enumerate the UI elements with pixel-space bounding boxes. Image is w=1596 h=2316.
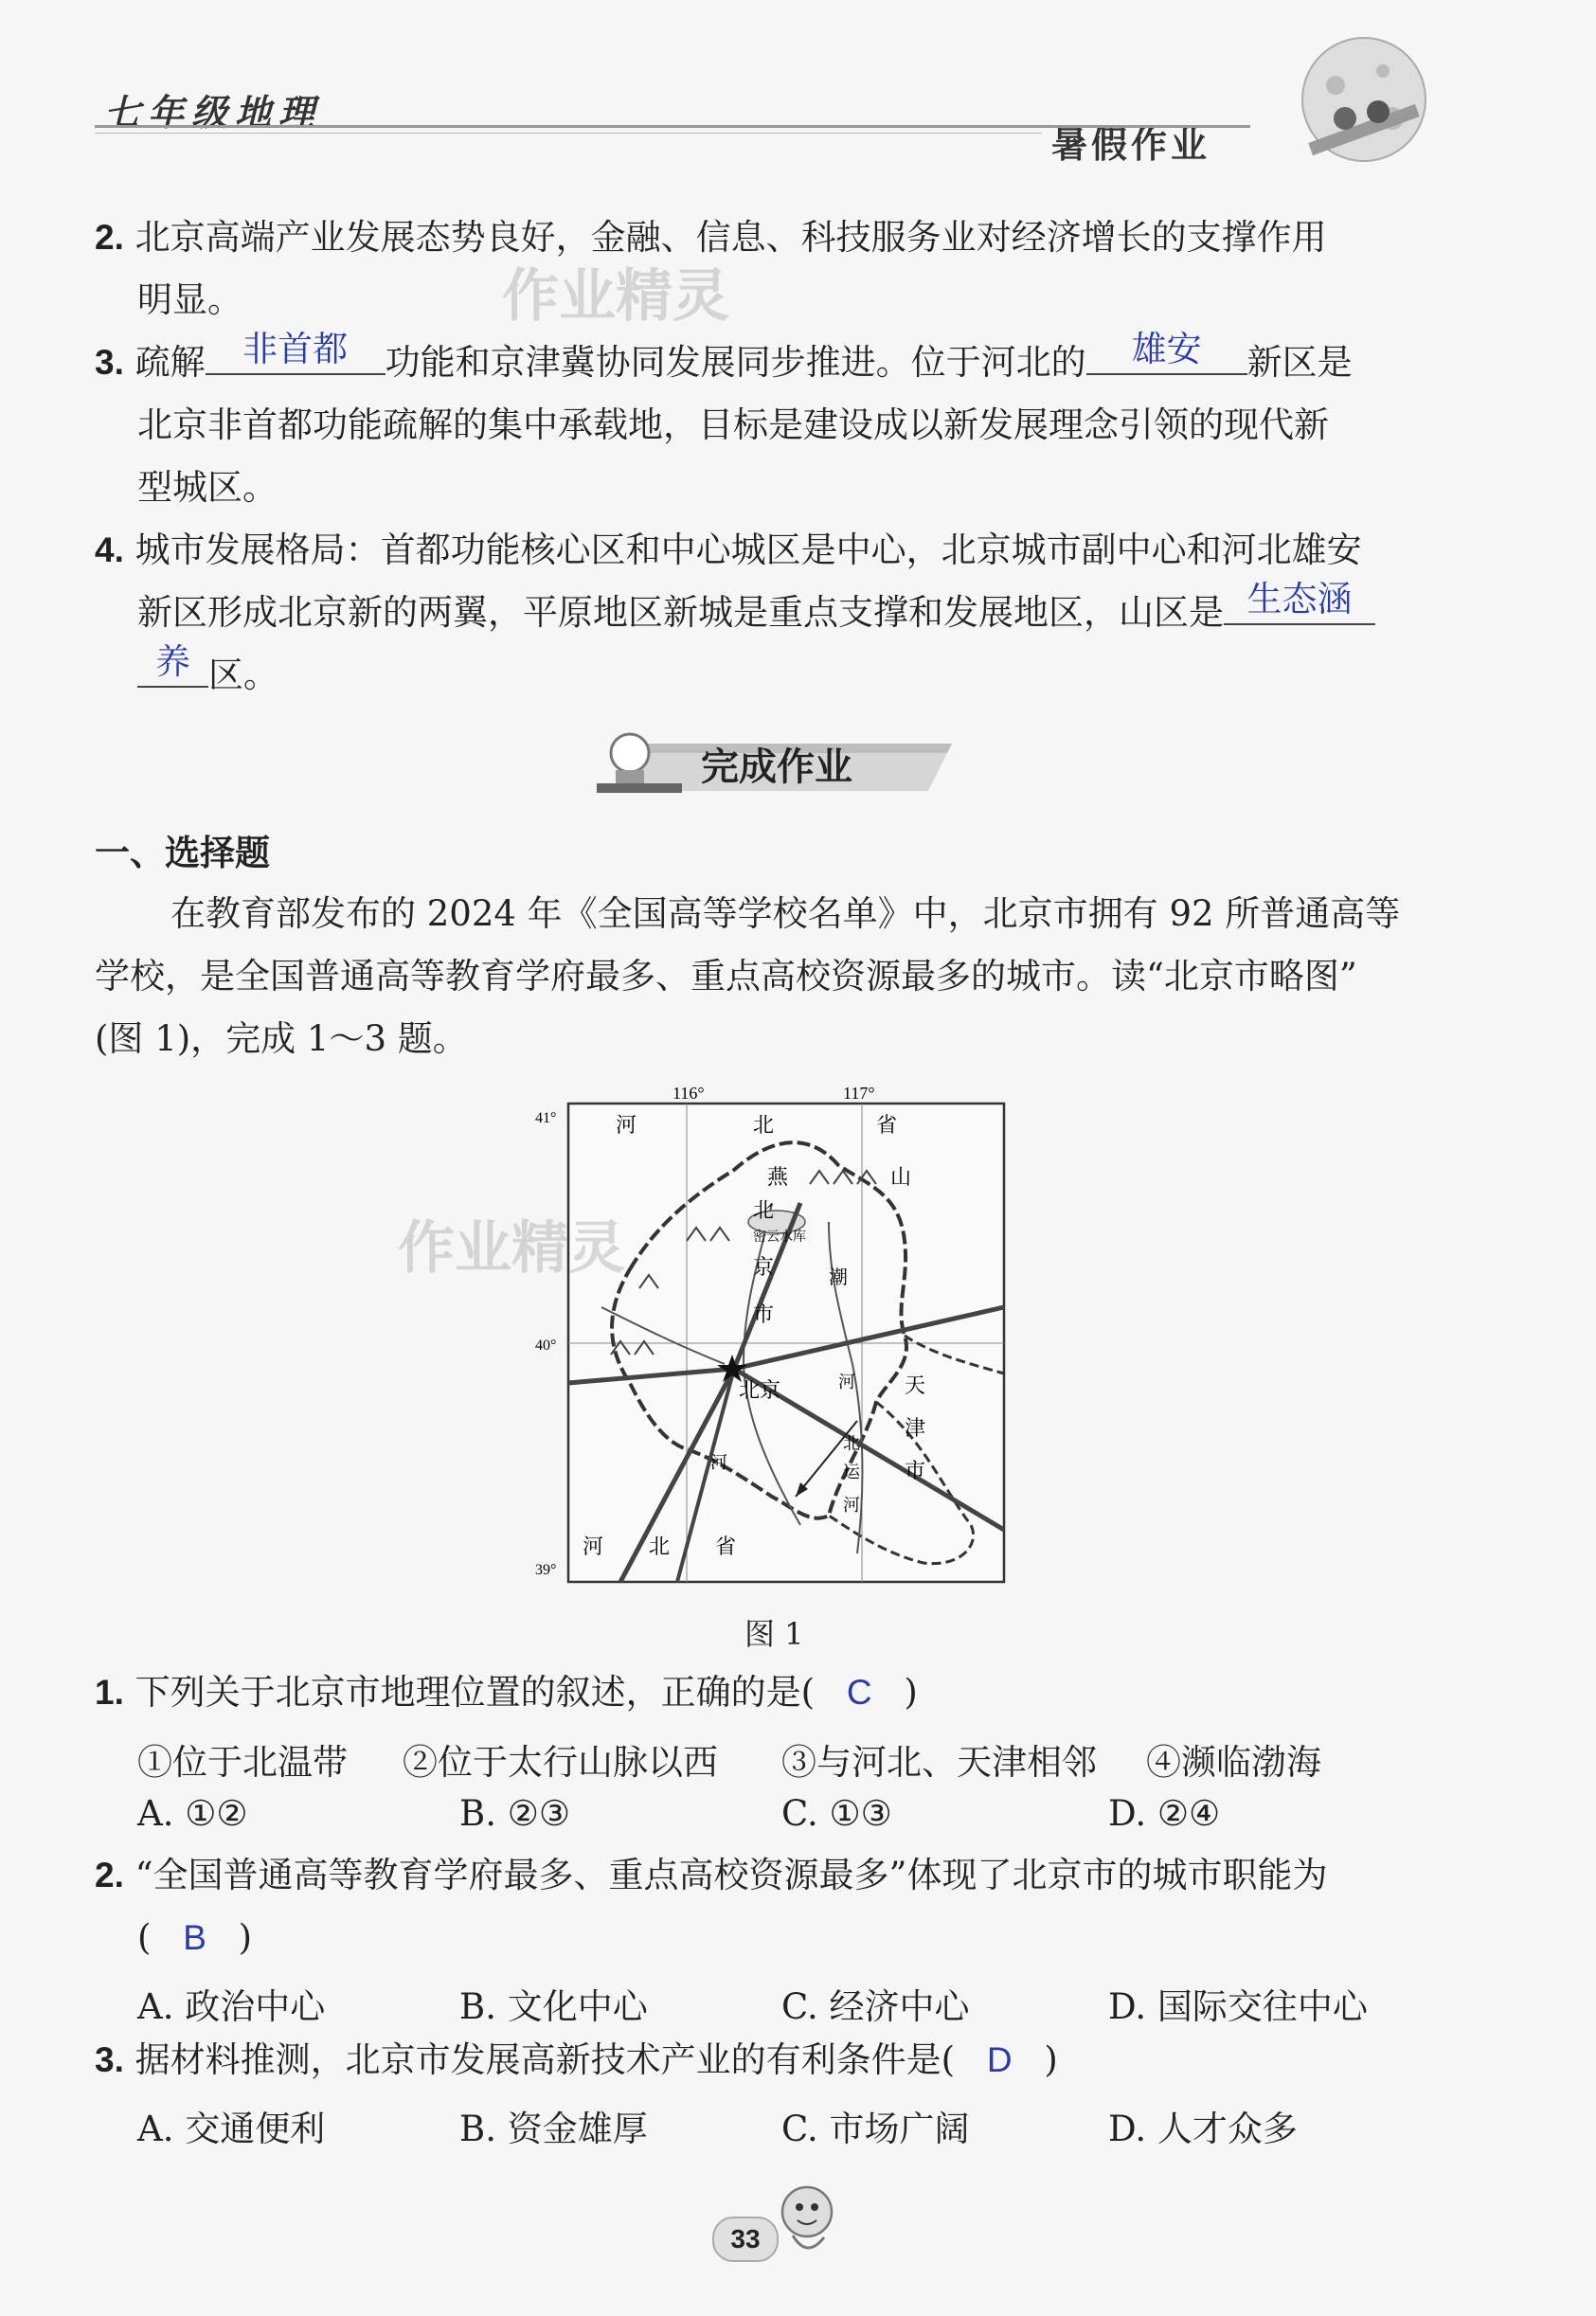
handwritten-answer: 养 bbox=[155, 642, 190, 681]
lon-label-117: 117° bbox=[843, 1084, 875, 1103]
map-label: 河 bbox=[583, 1535, 604, 1558]
question-stem: 下列关于北京市地理位置的叙述，正确的是( bbox=[134, 1672, 816, 1713]
option-c: C. ①③ bbox=[781, 1793, 892, 1834]
question-close: ) bbox=[1044, 2039, 1058, 2080]
map-caption: 图 1 bbox=[744, 1616, 804, 1652]
map-label: 省 bbox=[715, 1535, 737, 1558]
question-3 bbox=[95, 2029, 1058, 2092]
option-d: D. 人才众多 bbox=[1108, 2109, 1298, 2149]
lat-label-40: 40° bbox=[535, 1338, 557, 1354]
item-number: 2. bbox=[95, 218, 124, 257]
answer-blank bbox=[137, 644, 208, 688]
map-label: 省 bbox=[876, 1113, 898, 1137]
map-label: 燕 bbox=[767, 1165, 789, 1189]
page-number: 33 bbox=[712, 2217, 779, 2262]
statement: ③与河北、天津相邻 bbox=[781, 1742, 1097, 1783]
handwritten-answer: B bbox=[183, 1918, 206, 1957]
header-decoration-moon-icon bbox=[1269, 28, 1459, 180]
header-subject-title: 七年级地理 bbox=[104, 91, 323, 134]
item-number: 3. bbox=[95, 343, 124, 382]
question-number: 2. bbox=[95, 1856, 124, 1894]
option-a: A. 交通便利 bbox=[137, 2109, 326, 2149]
header-divider bbox=[95, 125, 1250, 128]
question-number: 1. bbox=[95, 1673, 124, 1712]
item-text: 新区形成北京新的两翼，平原地区新城是重点支撑和发展地区，山区是 bbox=[137, 592, 1224, 633]
header-book-title: 暑假作业 bbox=[1051, 123, 1211, 166]
option-a: A. 政治中心 bbox=[137, 1986, 326, 2027]
item-4-line2 bbox=[137, 582, 1375, 644]
item-text: 城市发展格局：首都功能核心区和中心城区是中心，北京城市副中心和河北雄安 bbox=[134, 530, 1362, 570]
watermark: 作业精灵 bbox=[398, 1216, 625, 1280]
map-label: 山 bbox=[890, 1165, 912, 1189]
question-number: 3. bbox=[95, 2040, 124, 2079]
item-3 bbox=[95, 332, 1353, 394]
question-2 bbox=[95, 1844, 1327, 1907]
question-open: ( bbox=[137, 1917, 152, 1958]
map-label: 运 bbox=[843, 1463, 860, 1481]
map-label: 北 bbox=[753, 1113, 775, 1137]
option-b: B. ②③ bbox=[459, 1793, 571, 1834]
map-label: 北京 bbox=[739, 1378, 781, 1402]
handwritten-answer: 雄安 bbox=[1131, 330, 1202, 368]
map-label: 潮 bbox=[829, 1267, 848, 1288]
mascot-icon bbox=[769, 2179, 845, 2264]
item-text: 北京高端产业发展态势良好，金融、信息、科技服务业对经济增长的支撑作用 bbox=[134, 217, 1327, 258]
question-stem: “全国普通高等教育学府最多、重点高校资源最多”体现了北京市的城市职能为 bbox=[134, 1855, 1328, 1895]
lon-label-116: 116° bbox=[672, 1084, 705, 1103]
map-label: 天 bbox=[905, 1373, 926, 1397]
item-3-line3: 型城区。 bbox=[137, 467, 278, 508]
item-2-line2: 明显。 bbox=[137, 279, 242, 320]
girl-icon bbox=[611, 734, 649, 772]
answer-blank bbox=[1224, 582, 1375, 625]
option-d: D. ②④ bbox=[1108, 1793, 1221, 1834]
question-1 bbox=[95, 1661, 918, 1724]
lat-label-39: 39° bbox=[535, 1562, 557, 1578]
item-4 bbox=[95, 519, 1362, 582]
question-stem: 据材料推测，北京市发展高新技术产业的有利条件是( bbox=[134, 2039, 956, 2080]
map-label: 北 bbox=[843, 1434, 860, 1453]
map-label: 京 bbox=[753, 1255, 775, 1279]
beijing-map bbox=[526, 1080, 1018, 1591]
map-label: 津 bbox=[905, 1416, 926, 1440]
intro-line2: 学校，是全国普通高等教育学府最多、重点高校资源最多的城市。读“北京市略图” bbox=[95, 956, 1357, 996]
map-label: 河 bbox=[838, 1373, 855, 1391]
statement: ④濒临渤海 bbox=[1146, 1742, 1321, 1783]
statement: ①位于北温带 bbox=[137, 1742, 348, 1783]
question-close: ) bbox=[238, 1917, 253, 1958]
intro-line1: 在教育部发布的 2024 年《全国高等学校名单》中，北京市拥有 92 所普通高等 bbox=[170, 893, 1401, 934]
map-label: 市 bbox=[905, 1459, 926, 1482]
map-label: 市 bbox=[753, 1302, 775, 1326]
item-4-line3 bbox=[137, 644, 278, 707]
map-label: 密云水库 bbox=[753, 1230, 806, 1245]
answer-blank bbox=[206, 332, 386, 375]
statement: ②位于太行山脉以西 bbox=[403, 1742, 718, 1783]
item-text: 功能和京津冀协同发展同步推进。位于河北的 bbox=[385, 342, 1086, 383]
answer-blank bbox=[1086, 332, 1247, 375]
intro-line3: (图 1)，完成 1～3 题。 bbox=[95, 1018, 468, 1059]
header-divider-thin bbox=[95, 133, 1042, 134]
option-c: C. 市场广阔 bbox=[781, 2109, 970, 2149]
handwritten-answer: 生态涵 bbox=[1246, 580, 1353, 619]
item-number: 4. bbox=[95, 530, 124, 569]
section-title: 一、选择题 bbox=[95, 834, 270, 872]
map-label: 北 bbox=[649, 1535, 671, 1558]
map-label: 河 bbox=[710, 1453, 727, 1472]
option-a: A. ①② bbox=[137, 1793, 248, 1834]
item-text: 新区是 bbox=[1246, 342, 1353, 383]
handwritten-answer: C bbox=[846, 1673, 872, 1712]
lat-label-41: 41° bbox=[535, 1110, 557, 1126]
handwritten-answer: D bbox=[986, 2040, 1013, 2079]
item-3-line2: 北京非首都功能疏解的集中承载地，目标是建设成以新发展理念引领的现代新 bbox=[137, 404, 1329, 445]
option-c: C. 经济中心 bbox=[781, 1986, 970, 2027]
question-2-answer-line bbox=[137, 1907, 252, 1969]
map-label: 河 bbox=[616, 1113, 637, 1137]
option-d: D. 国际交往中心 bbox=[1108, 1986, 1368, 2027]
option-b: B. 文化中心 bbox=[459, 1986, 648, 2027]
option-b: B. 资金雄厚 bbox=[459, 2109, 648, 2149]
map-label: 北 bbox=[753, 1198, 775, 1222]
watermark: 作业精灵 bbox=[502, 264, 729, 328]
question-close: ) bbox=[904, 1672, 918, 1713]
item-text: 疏解 bbox=[134, 342, 206, 383]
item-text: 区。 bbox=[208, 655, 278, 695]
handwritten-answer: 非首都 bbox=[242, 330, 349, 368]
map-label: 河 bbox=[843, 1496, 860, 1515]
banner-title: 完成作业 bbox=[701, 746, 852, 788]
